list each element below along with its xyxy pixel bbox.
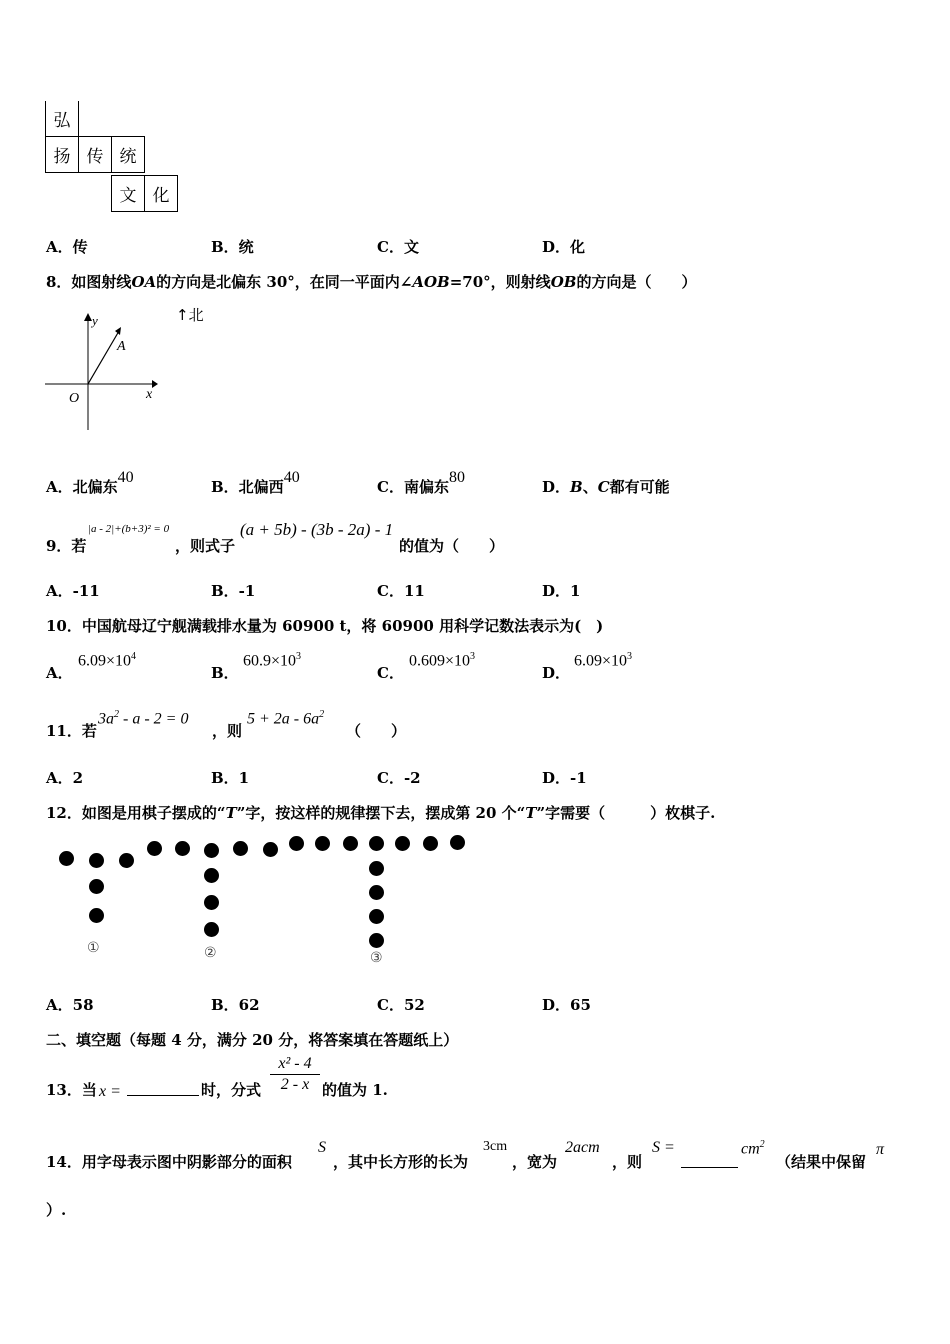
t2-dot (204, 922, 219, 937)
q14-pi: π (876, 1141, 885, 1158)
t2-dot (263, 842, 278, 857)
q13-stem-1: 13．当 (46, 1081, 97, 1099)
q8-option-d[interactable] (542, 476, 670, 497)
q13-fraction (270, 1055, 320, 1094)
q8-option-c-label: C．南偏东 (377, 478, 449, 496)
q10-option-d-label[interactable]: D． (542, 664, 571, 682)
t2-dot (204, 895, 219, 910)
q8-option-c[interactable] (377, 469, 465, 497)
q13-numerator: x² - 4 (270, 1055, 320, 1075)
q10-option-a-label[interactable]: A． (46, 664, 73, 682)
q11-option-c[interactable]: C．-2 (377, 769, 421, 787)
q12-text-2: ”字，按这样的规律摆下去，摆成第 20 个“ (236, 804, 526, 822)
q14-width: 2acm (565, 1139, 600, 1156)
t3-dot (395, 836, 410, 851)
q10-c-exp: 3 (470, 651, 476, 662)
q10-c-base: 0.609×10 (409, 652, 471, 670)
q10-stem: 10．中国航母辽宁舰满载排水量为 60900 t，将 60900 用科学记数法表示为( ) (46, 617, 604, 635)
q12-option-b[interactable]: B．62 (211, 996, 260, 1014)
q8-text-4: 的方向是（ ） (576, 273, 697, 291)
origin-label: O (69, 391, 80, 406)
t3-dot (343, 836, 358, 851)
q14-stem-5: （结果中保留 (776, 1153, 867, 1171)
q10-option-a-value[interactable] (78, 651, 136, 670)
section-2-heading: 二、填空题（每题 4 分，满分 20 分，将答案填在答题纸上） (46, 1031, 459, 1049)
t3-dot (369, 836, 384, 851)
q14-length: 3cm (483, 1139, 508, 1154)
net-cell-6: 化 (144, 175, 178, 212)
q11-eq-exp: 2 (114, 709, 119, 720)
t1-label: ① (87, 940, 100, 956)
t3-dot (315, 836, 330, 851)
net-cell-3: 传 (78, 136, 112, 173)
t2-dot (204, 868, 219, 883)
q8-option-d-c: C (597, 478, 610, 496)
q8-option-a-value: 40 (117, 469, 134, 486)
q14-unit-base: cm (741, 1140, 760, 1158)
q9-stem-1: 9．若 (46, 537, 87, 555)
q9-option-b[interactable]: B．-1 (211, 582, 256, 600)
q8-option-a-label: A．北偏东 (46, 478, 118, 496)
t1-dot (89, 908, 104, 923)
t1-dot (89, 879, 104, 894)
q8-option-b-value: 40 (283, 469, 300, 486)
t2-dot (175, 841, 190, 856)
t3-dot (369, 909, 384, 924)
q9-option-d[interactable]: D．1 (542, 582, 581, 600)
q8-option-c-value: 80 (448, 469, 465, 486)
q11-eq-part-a: 3a (98, 710, 114, 728)
q9-stem-2: ，则式子 (175, 537, 236, 555)
q11-option-b[interactable]: B．1 (211, 769, 250, 787)
t2-label: ② (204, 945, 217, 961)
q12-option-d[interactable]: D．65 (542, 996, 591, 1014)
t1-dot (59, 851, 74, 866)
q10-d-base: 6.09×10 (574, 652, 628, 670)
q14-unit (741, 1139, 765, 1158)
net-cell-5: 文 (111, 175, 145, 212)
q13-answer-blank[interactable] (127, 1078, 199, 1096)
point-a-label: A (117, 339, 126, 354)
q11-equation (98, 709, 188, 728)
q8-stem (46, 271, 696, 292)
q9-expression: (a + 5b) - (3b - 2a) - 1 (240, 520, 394, 539)
q12-t-2: T (525, 804, 537, 822)
q8-option-d-sep: 、 (582, 478, 598, 496)
net-cell-1: 弘 (45, 101, 79, 137)
q11-ex-exp: 2 (319, 709, 325, 720)
t2-dot (233, 841, 248, 856)
t3-label: ③ (370, 950, 383, 966)
x-label: x (146, 387, 153, 402)
q14-stem-2: ，其中长方形的长为 (333, 1153, 469, 1171)
q7-option-d[interactable]: D．化 (542, 238, 586, 256)
q12-option-c[interactable]: C．52 (377, 996, 425, 1014)
q11-stem-1: 11．若 (46, 722, 97, 740)
q8-option-d-b: B (570, 478, 583, 496)
q8-ob: OB (550, 273, 577, 291)
q14-stem-1: 14．用字母表示图中阴影部分的面积 (46, 1153, 292, 1171)
q8-axes-figure (40, 305, 220, 440)
ray-oa (88, 331, 119, 384)
q8-text-2: 的方向是北偏东 30°，在同一平面内∠ (156, 273, 413, 291)
t2-dot (204, 843, 219, 858)
t1-dot (119, 853, 134, 868)
q10-b-exp: 3 (296, 651, 302, 662)
q10-a-exp: 4 (131, 651, 137, 662)
q12-t-1: T (225, 804, 237, 822)
q11-option-d[interactable]: D．-1 (542, 769, 587, 787)
t1-dot (89, 853, 104, 868)
y-axis-arrow (84, 313, 92, 321)
t3-dot (369, 861, 384, 876)
q10-d-exp: 3 (627, 651, 633, 662)
q8-text-3: =70°，则射线 (449, 273, 551, 291)
q10-option-b-value[interactable] (243, 651, 301, 670)
q14-s-eq: S = (652, 1139, 675, 1156)
q8-option-d-label: D． (542, 478, 571, 496)
q11-stem-2: ，则 (212, 722, 243, 740)
q10-a-base: 6.09×10 (78, 652, 132, 670)
q8-option-a[interactable] (46, 469, 134, 497)
q11-expression (247, 709, 324, 728)
q14-unit-exp: 2 (759, 1139, 765, 1150)
q8-text-1: 8．如图射线 (46, 273, 132, 291)
q12-stem (46, 802, 715, 823)
net-cell-4: 统 (111, 136, 145, 173)
q8-option-b[interactable] (211, 469, 300, 497)
q13-denominator: 2 - x (280, 1076, 310, 1093)
q8-option-b-label: B．北偏西 (211, 478, 284, 496)
q8-option-d-text: 都有可能 (609, 478, 670, 496)
t3-dot (450, 835, 465, 850)
x-axis-arrow (152, 380, 158, 388)
q9-condition: |a - 2|+(b+3)² = 0 (88, 523, 170, 535)
t2-dot (147, 841, 162, 856)
q7-option-a[interactable]: A．传 (46, 238, 88, 256)
q13-stem-2: 时，分式 (201, 1081, 262, 1099)
q8-oa: OA (131, 273, 157, 291)
q10-option-c-label[interactable]: C． (377, 664, 404, 682)
t3-dot (369, 885, 384, 900)
t3-dot (369, 933, 384, 948)
q11-stem-3: （ ） (346, 722, 407, 740)
q10-b-base: 60.9×10 (243, 652, 297, 670)
q10-option-c-value[interactable] (409, 651, 475, 670)
q14-stem-4: ，则 (612, 1153, 643, 1171)
q13-stem-3: 的值为 1. (322, 1081, 388, 1099)
q10-option-b-label[interactable]: B． (211, 664, 239, 682)
q8-aob: AOB (412, 273, 450, 291)
q11-ex-part-a: 5 + 2a - 6a (247, 710, 320, 728)
q12-text-3: ”字需要（ ）枚棋子. (536, 804, 716, 822)
q14-stem-6: ）. (46, 1201, 67, 1219)
north-label: ↑北 (176, 306, 204, 324)
y-label: y (92, 313, 98, 328)
net-cell-2: 扬 (45, 136, 79, 173)
q11-option-a[interactable]: A．2 (46, 769, 84, 787)
q7-option-b[interactable]: B．统 (211, 238, 254, 256)
q10-option-d-value[interactable] (574, 651, 632, 670)
q9-stem-3: 的值为（ ） (399, 537, 505, 555)
q12-option-a[interactable]: A．58 (46, 996, 94, 1014)
q14-stem-3: ，宽为 (512, 1153, 558, 1171)
t3-dot (289, 836, 304, 851)
q14-answer-blank[interactable] (681, 1150, 738, 1168)
q12-text-1: 12．如图是用棋子摆成的“ (46, 804, 226, 822)
q14-s: S (318, 1139, 326, 1156)
q9-option-c[interactable]: C．11 (377, 582, 425, 600)
t3-dot (423, 836, 438, 851)
q11-eq-part-b: - a - 2 = 0 (119, 710, 189, 728)
q9-option-a[interactable]: A．-11 (46, 582, 100, 600)
q13-var: x = (99, 1083, 121, 1100)
q7-option-c[interactable]: C．文 (377, 238, 419, 256)
